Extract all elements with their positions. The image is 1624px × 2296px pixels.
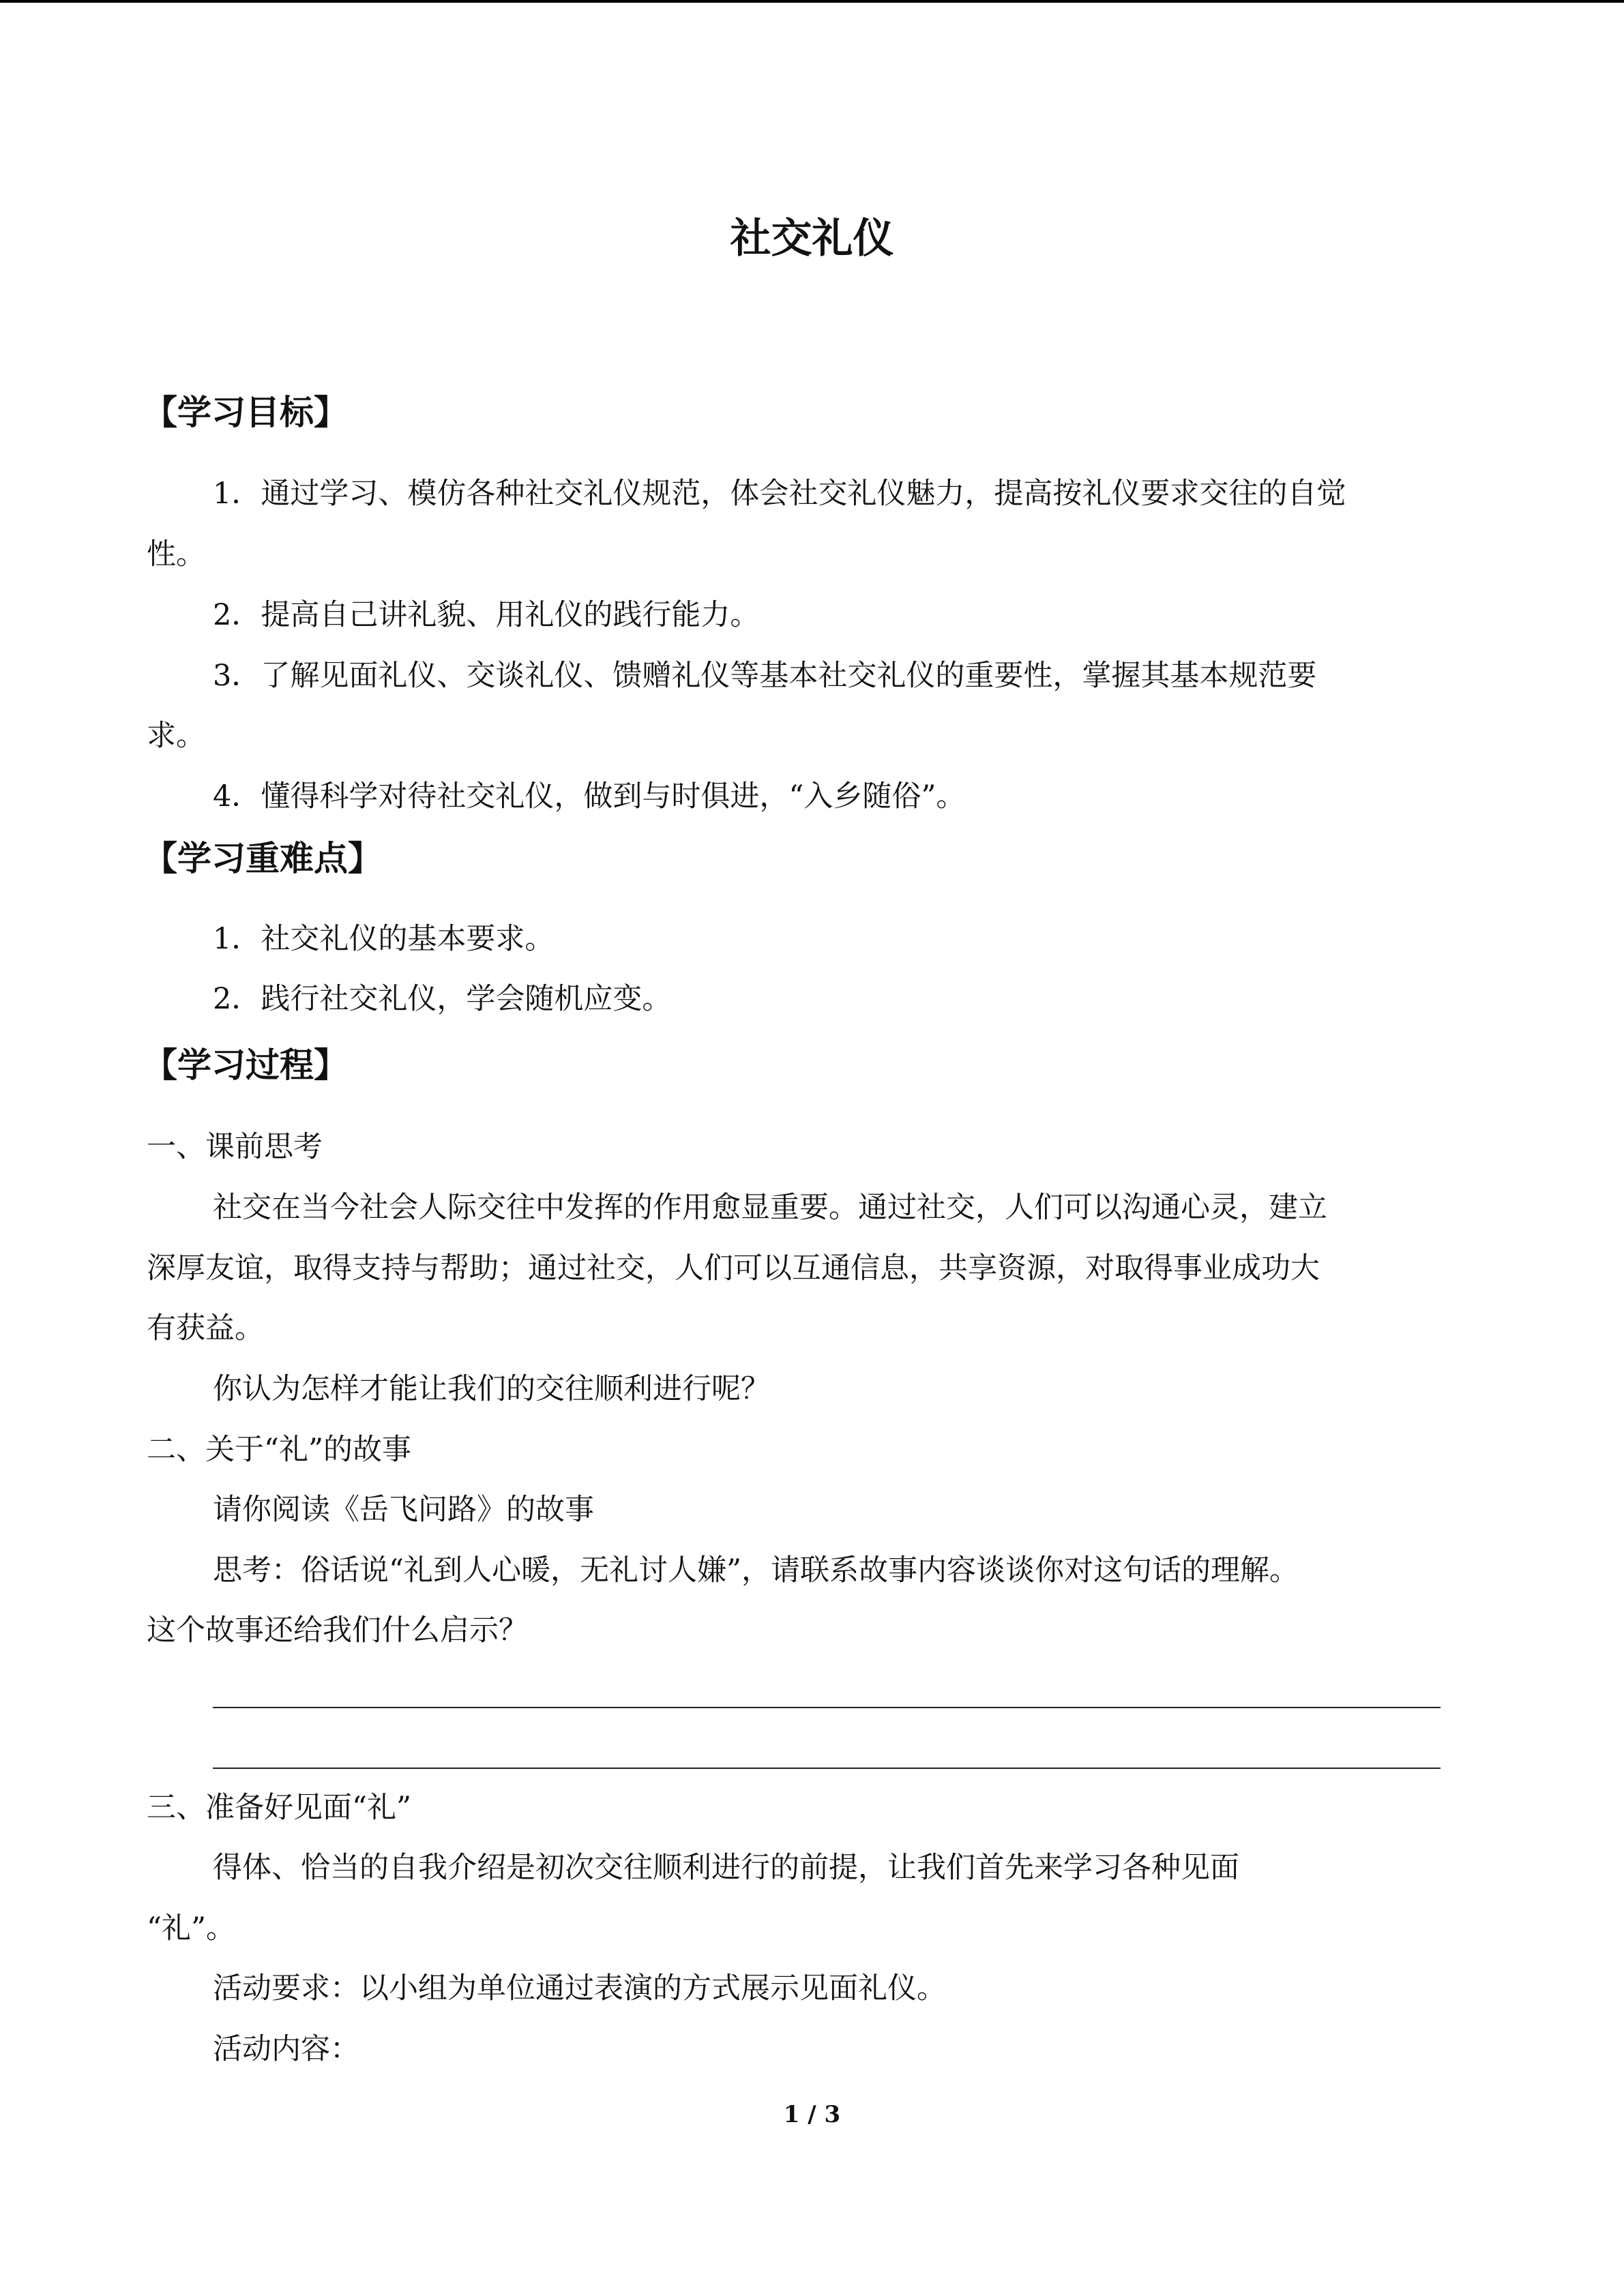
key-points-heading: 【学习重难点】 — [143, 839, 382, 878]
part2-reading-prompt: 请你阅读《岳飞问路》的故事 — [213, 1493, 594, 1527]
activity-requirement: 活动要求：以小组为单位通过表演的方式展示见面礼仪。 — [213, 1971, 946, 2006]
objective-1-line-2: 性。 — [147, 537, 205, 571]
part3-intro-line-2: “礼”。 — [147, 1911, 235, 1945]
objectives-heading: 【学习目标】 — [143, 393, 348, 432]
activity-content: 活动内容： — [213, 2032, 359, 2066]
part2-think-line-1: 思考：俗话说“礼到人心暖，无礼讨人嫌”，请联系故事内容谈谈你对这句话的理解。 — [213, 1553, 1299, 1587]
part2-think-line-2: 这个故事还给我们什么启示？ — [147, 1613, 528, 1648]
objective-1-line-1: 1．通过学习、模仿各种社交礼仪规范，体会社交礼仪魅力，提高按礼仪要求交往的自觉 — [213, 477, 1346, 511]
key-point-2: 2．践行社交礼仪，学会随机应变。 — [213, 982, 672, 1016]
part3-intro-line-1: 得体、恰当的自我介绍是初次交往顺利进行的前提，让我们首先来学习各种见面 — [213, 1851, 1239, 1885]
document-title: 社交礼仪 — [730, 215, 894, 263]
objective-3-line-2: 求。 — [147, 719, 205, 753]
part1-title: 一、课前思考 — [147, 1130, 323, 1164]
answer-blank-line — [213, 1707, 1441, 1708]
part1-paragraph-line-3: 有获益。 — [147, 1311, 264, 1345]
objective-3-line-1: 3．了解见面礼仪、交谈礼仪、馈赠礼仪等基本社交礼仪的重要性，掌握其基本规范要 — [213, 659, 1317, 693]
objective-4: 4．懂得科学对待社交礼仪，做到与时俱进，“入乡随俗”。 — [213, 779, 966, 814]
objective-2: 2．提高自己讲礼貌、用礼仪的践行能力。 — [213, 598, 760, 632]
process-heading: 【学习过程】 — [143, 1045, 348, 1085]
page-number: 1 / 3 — [783, 2101, 841, 2128]
top-border — [0, 0, 1624, 3]
part1-question: 你认为怎样才能让我们的交往顺利进行呢？ — [213, 1372, 770, 1406]
key-point-1: 1．社交礼仪的基本要求。 — [213, 922, 555, 956]
answer-blank-line — [213, 1768, 1441, 1769]
part1-paragraph-line-1: 社交在当今社会人际交往中发挥的作用愈显重要。通过社交，人们可以沟通心灵，建立 — [213, 1191, 1327, 1225]
part3-title: 三、准备好见面“礼” — [147, 1791, 411, 1825]
part2-title: 二、关于“礼”的故事 — [147, 1433, 411, 1467]
part1-paragraph-line-2: 深厚友谊，取得支持与帮助；通过社交，人们可以互通信息，共享资源，对取得事业成功大 — [147, 1251, 1320, 1285]
